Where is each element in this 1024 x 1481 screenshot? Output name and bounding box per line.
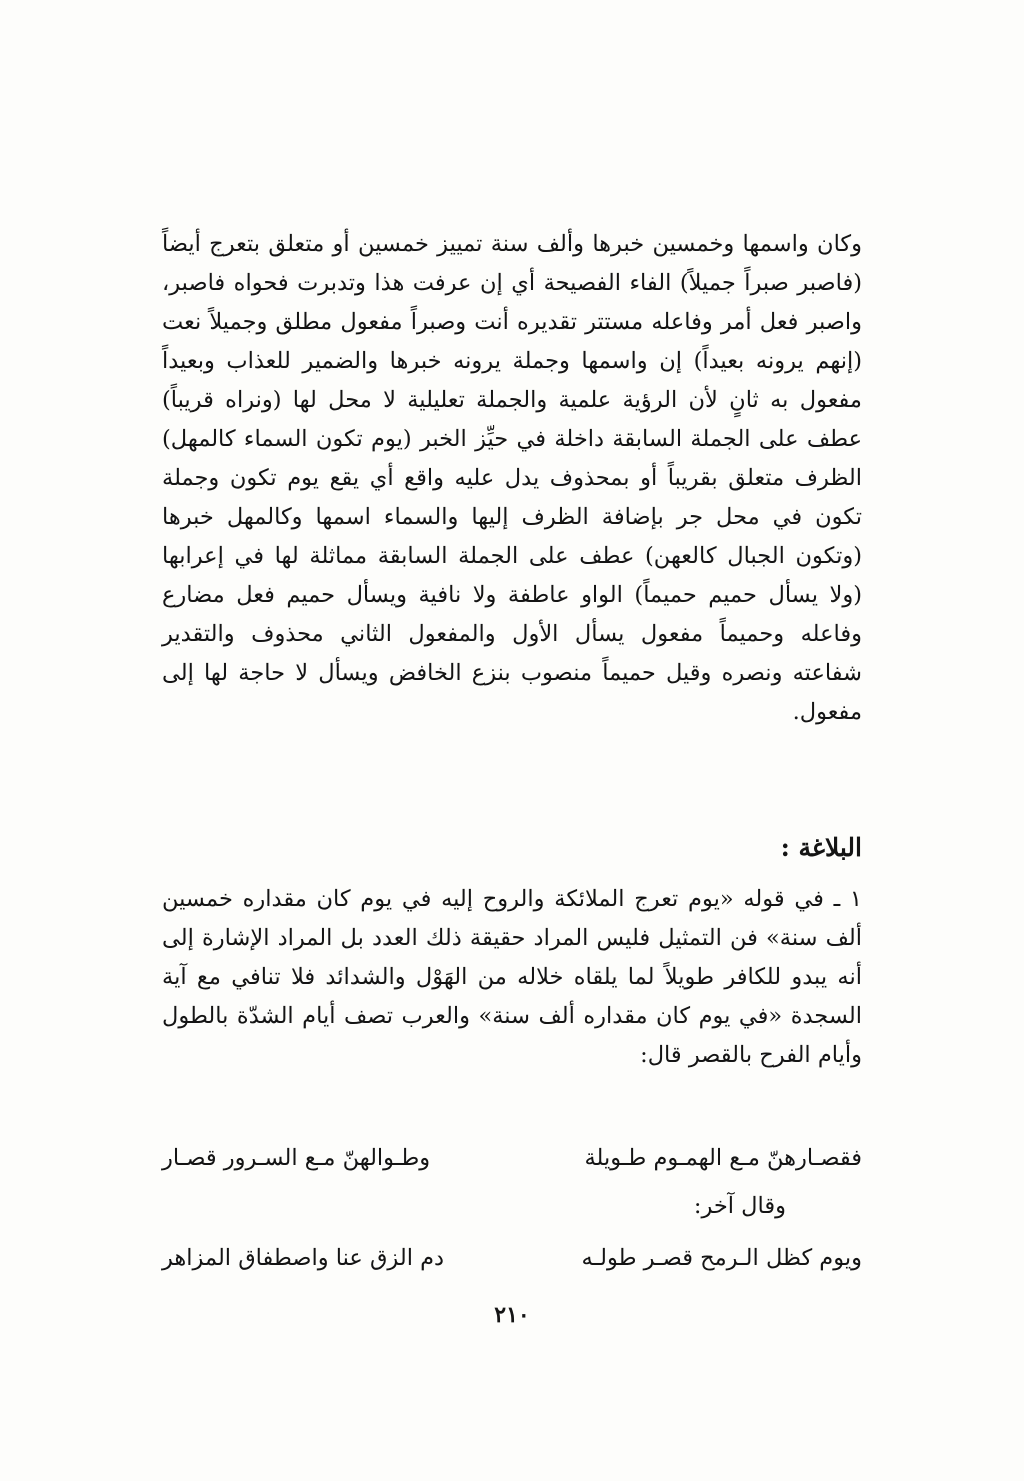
verse-intro: وقال آخر:: [693, 1193, 786, 1219]
verse-2-second-hemistich: دم الزق عنا واصطفاق المزاهر: [162, 1245, 445, 1271]
poetry-verse-2: [162, 1238, 862, 1278]
page-number: ٢١٠: [494, 1302, 530, 1328]
paragraph-balagha: ١ ـ في قوله «يوم تعرج الملائكة والروح إليه في يوم كان مقداره خمسين ألف سنة» فن التمثيل فليس المراد حقيقة ذلك العدد بل المراد الإشارة إلى أنه يبدو للكافر طويلاً لما يلقاه خلاله من الهَوْل والشدائد فلا تنافي مع آية السجدة «في يوم كان مقداره ألف سنة» والعرب تصف أيام الشدّة بالطول وأيام الفرح بالقصر قال:: [162, 886, 862, 1068]
verse-1-second-hemistich: وطـوالهنّ مـع السـرور قصـار: [162, 1145, 431, 1171]
section-heading-balagha: البلاغة :: [780, 833, 862, 862]
poetry-verse-1: [162, 1138, 862, 1178]
verse-1-first-hemistich: فقصـارهنّ مـع الهمـوم طـويلة: [584, 1145, 862, 1171]
verse-2-first-hemistich: ويوم كظل الـرمح قصـر طولـه: [581, 1245, 862, 1271]
paragraph-irab: وكان واسمها وخمسين خبرها وألف سنة تمييز خمسين أو متعلق بتعرج أيضاً (فاصبر صبراً جميلاً) الفاء الفصيحة أي إن عرفت هذا وتدبرت فحواه فاصبر، واصبر فعل أمر وفاعله مستتر تقديره أنت وصبراً مفعول مطلق وجميلاً نعت (إنهم يرونه بعيداً) إن واسمها وجملة يرونه خبرها والضمير للعذاب وبعيداً مفعول به ثانٍ لأن الرؤية علمية والجملة تعليلية لا محل لها (ونراه قريباً) عطف على الجملة السابقة داخلة في حيِّز الخبر (يوم تكون السماء كالمهل) الظرف متعلق بقريباً أو بمحذوف يدل عليه واقع أي يقع يوم تكون وجملة تكون في محل جر بإضافة الظرف إليها والسماء اسمها وكالمهل خبرها (وتكون الجبال كالعهن) عطف على الجملة السابقة مماثلة لها في إعرابها (ولا يسأل حميم حميماً) الواو عاطفة ولا نافية ويسأل حميم فعل مضارع وفاعله وحميماً مفعول يسأل الأول والمفعول الثاني محذوف والتقدير شفاعته ونصره وقيل حميماً منصوب بنزع الخافض ويسأل لا حاجة لها إلى مفعول.: [162, 231, 862, 725]
